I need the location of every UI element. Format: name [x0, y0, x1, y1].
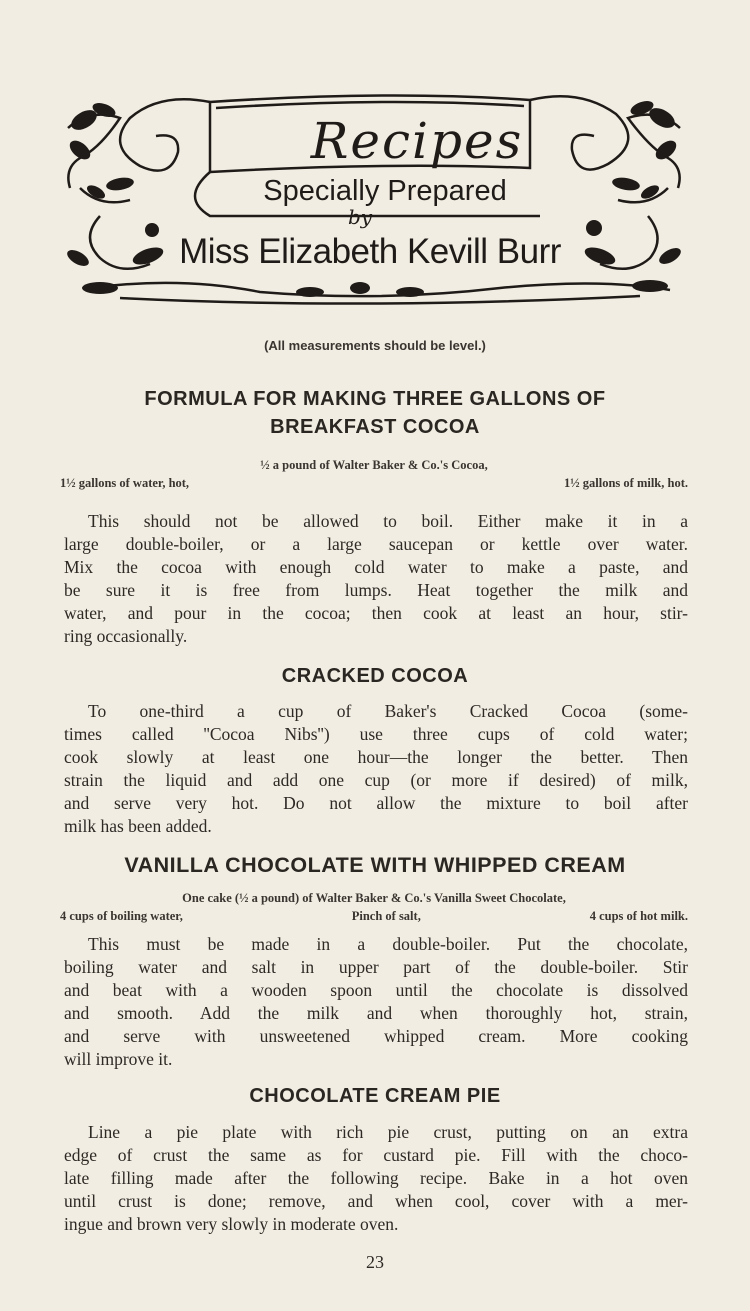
text-line: This should not be allowed to boil. Either make it in a — [88, 511, 688, 531]
recipe-title — [60, 662, 690, 690]
page-number: 23 — [366, 1252, 384, 1272]
text-line: This must be made in a double-boiler. Put the chocolate, — [88, 934, 688, 954]
ingredient-item: 4 cups of hot milk. — [589, 909, 688, 923]
recipe-title-line: CHOCOLATE CREAM PIE — [249, 1085, 501, 1107]
text-line: To one-third a cup of Baker's Cracked Cocoa (some- — [88, 701, 688, 721]
recipe-paragraph — [64, 1121, 688, 1236]
recipe-title-line: FORMULA FOR MAKING THREE GALLONS OF — [144, 388, 606, 410]
header-title: Recipes — [310, 112, 524, 170]
measurement-note: (All measurements should be level.) — [264, 338, 486, 353]
text-line: and serve with unsweetened whipped cream. More cooking — [64, 1026, 688, 1046]
ingredient-item: 1½ gallons of water, hot, — [60, 476, 190, 490]
text-line: late filling made after the following recipe. Bake in a hot oven — [64, 1168, 688, 1188]
text-line: will improve it. — [64, 1049, 173, 1069]
text-line: Mix the cocoa with enough cold water to make a paste, and — [64, 557, 688, 577]
ingredient-item: Pinch of salt, — [351, 909, 421, 923]
text-line: Line a pie plate with rich pie crust, putting on an extra — [88, 1122, 688, 1142]
recipe-title-line: VANILLA CHOCOLATE WITH WHIPPED CREAM — [124, 853, 626, 877]
header-by: by — [347, 205, 373, 229]
text-line: ingue and brown very slowly in moderate oven. — [64, 1214, 399, 1234]
ingredient-line: One cake (½ a pound) of Walter Baker & Co.'s Vanilla Sweet Chocolate, — [182, 891, 566, 905]
header-author: Miss Elizabeth Kevill Burr — [179, 232, 561, 271]
recipes-header — [60, 88, 688, 310]
ingredient-list — [60, 889, 688, 925]
text-line: ring occasionally. — [64, 626, 188, 646]
recipe-paragraph — [64, 510, 688, 648]
text-line: water, and pour in the cocoa; then cook at least an hour, stir- — [64, 603, 688, 623]
recipe-paragraph — [64, 933, 688, 1071]
text-line: and beat with a wooden spoon until the chocolate is dissolved — [64, 980, 688, 1000]
text-line: large double-boiler, or a large saucepan or kettle over water. — [64, 534, 688, 554]
ingredient-item: 4 cups of boiling water, — [60, 909, 183, 923]
text-line: cook slowly at least one hour—the longer the better. Then — [64, 747, 688, 767]
text-line: boiling water and salt in upper part of the double-boiler. Stir — [64, 957, 688, 977]
recipe-title-line: BREAKFAST COCOA — [270, 416, 480, 438]
text-line: milk has been added. — [64, 816, 212, 836]
text-line: times called ''Cocoa Nibs'') use three cups of cold water; — [64, 724, 688, 744]
text-line: and serve very hot. Do not allow the mixture to boil after — [64, 793, 688, 813]
ingredient-item: 1½ gallons of milk, hot. — [564, 476, 688, 490]
recipe-title — [60, 385, 690, 441]
recipe-title — [60, 1082, 690, 1110]
ingredient-line: ½ a pound of Walter Baker & Co.'s Cocoa, — [260, 458, 488, 472]
text-line: until crust is done; remove, and when cool, cover with a mer- — [64, 1191, 688, 1211]
ingredient-list — [60, 456, 688, 492]
text-line: and smooth. Add the milk and when thoroughly hot, strain, — [64, 1003, 688, 1023]
text-line: be sure it is free from lumps. Heat together the milk and — [64, 580, 688, 600]
recipe-title-line: CRACKED COCOA — [281, 665, 469, 687]
header-subtitle: Specially Prepared — [263, 175, 507, 207]
recipe-paragraph — [64, 700, 688, 838]
text-line: strain the liquid and add one cup (or more if desired) of milk, — [64, 770, 688, 790]
recipe-title — [60, 851, 690, 879]
text-line: edge of crust the same as for custard pie. Fill with the choco- — [64, 1145, 688, 1165]
